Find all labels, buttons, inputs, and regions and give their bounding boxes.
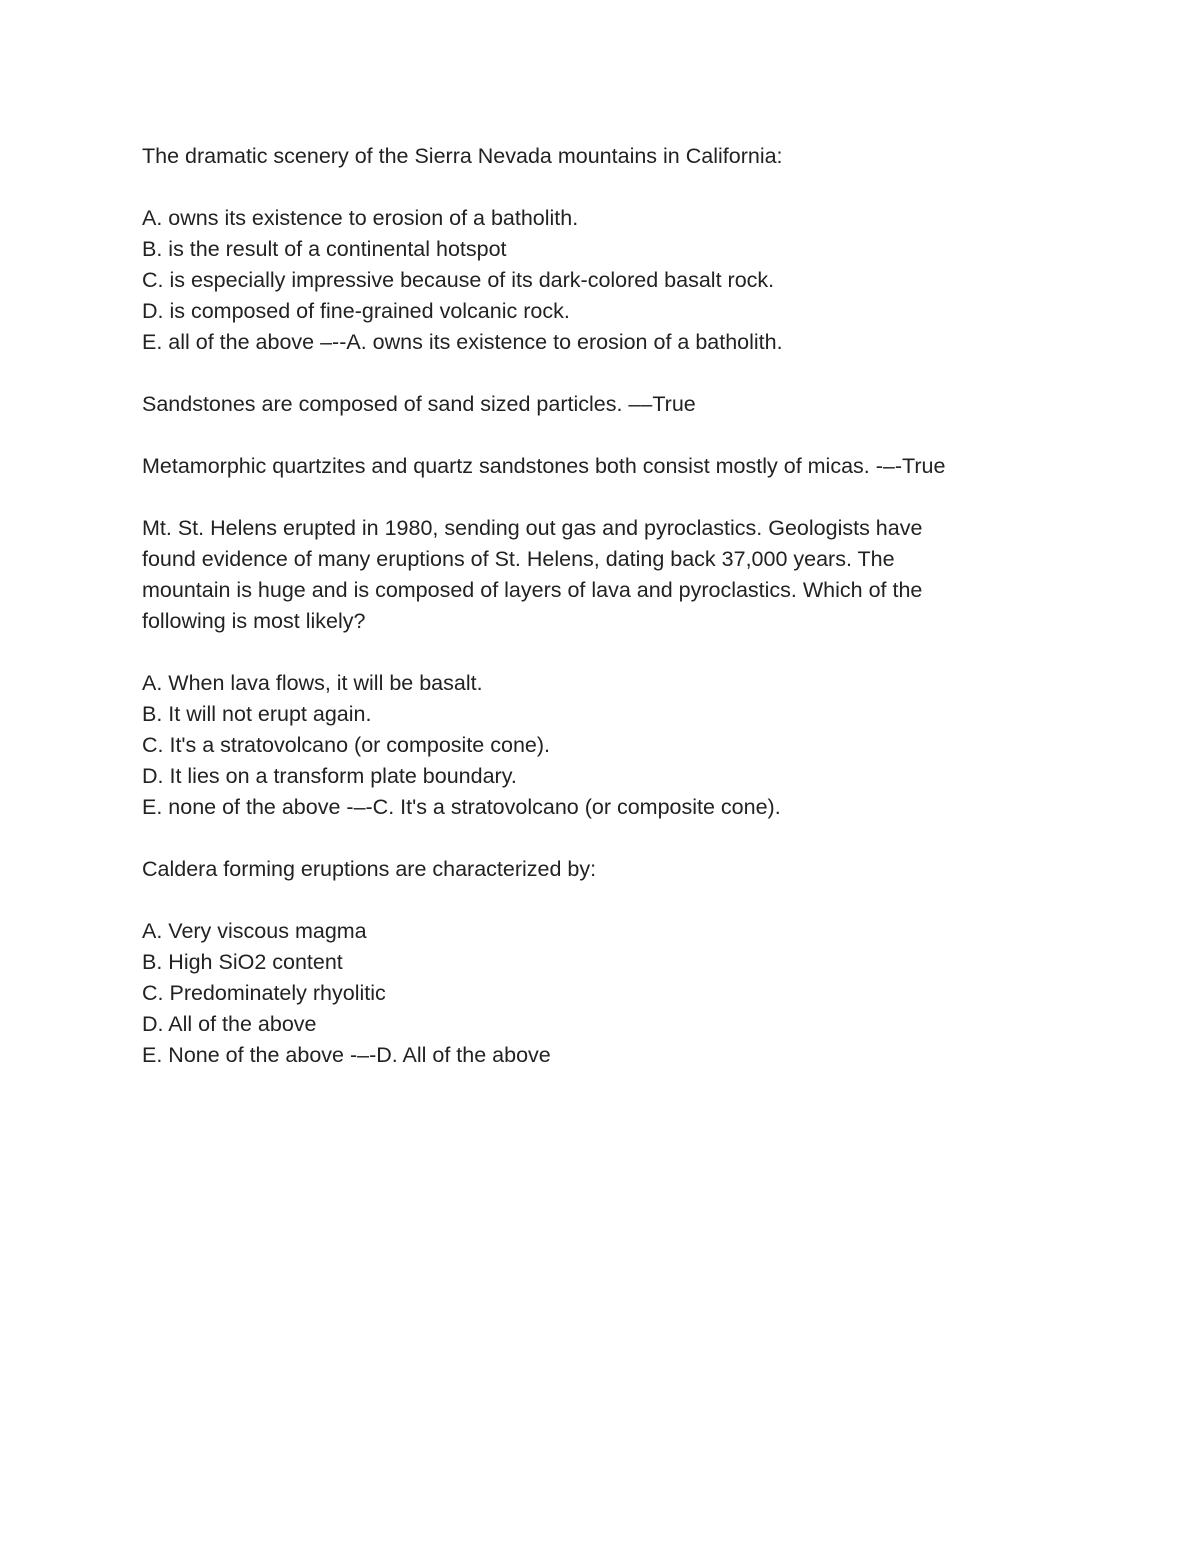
question-4-option-c: C. It's a stratovolcano (or composite cone). bbox=[142, 733, 550, 757]
spacer bbox=[142, 637, 1062, 668]
spacer bbox=[142, 358, 1062, 389]
spacer bbox=[142, 420, 1062, 451]
question-4-prompt-line-4: following is most likely? bbox=[142, 609, 366, 633]
question-4-prompt-line-1: Mt. St. Helens erupted in 1980, sending out gas and pyroclastics. Geologists have bbox=[142, 516, 923, 540]
document-body bbox=[142, 141, 1062, 1071]
spacer bbox=[142, 172, 1062, 203]
question-5-prompt: Caldera forming eruptions are characterized by: bbox=[142, 857, 597, 881]
question-5-option-d: D. All of the above bbox=[142, 1012, 317, 1036]
question-5-option-a: A. Very viscous magma bbox=[142, 919, 367, 943]
question-1-option-d: D. is composed of fine-grained volcanic rock. bbox=[142, 299, 570, 323]
question-1-option-e-answer: E. all of the above –--A. owns its existence to erosion of a batholith. bbox=[142, 330, 783, 354]
question-1-option-b: B. is the result of a continental hotspot bbox=[142, 237, 507, 261]
spacer bbox=[142, 482, 1062, 513]
question-4-option-a: A. When lava flows, it will be basalt. bbox=[142, 671, 483, 695]
question-1-option-c: C. is especially impressive because of its dark-colored basalt rock. bbox=[142, 268, 775, 292]
question-5-option-e-answer: E. None of the above -–-D. All of the above bbox=[142, 1043, 551, 1067]
question-1-prompt: The dramatic scenery of the Sierra Nevada mountains in California: bbox=[142, 144, 783, 168]
question-4-option-d: D. It lies on a transform plate boundary. bbox=[142, 764, 517, 788]
question-4-option-e-answer: E. none of the above -–-C. It's a stratovolcano (or composite cone). bbox=[142, 795, 781, 819]
question-2-statement: Sandstones are composed of sand sized particles. ––True bbox=[142, 392, 696, 416]
question-4-prompt-line-2: found evidence of many eruptions of St. Helens, dating back 37,000 years. The bbox=[142, 547, 895, 571]
question-4-option-b: B. It will not erupt again. bbox=[142, 702, 372, 726]
question-5-option-b: B. High SiO2 content bbox=[142, 950, 343, 974]
question-4-prompt-line-3: mountain is huge and is composed of layers of lava and pyroclastics. Which of the bbox=[142, 578, 923, 602]
spacer bbox=[142, 885, 1062, 916]
question-5-option-c: C. Predominately rhyolitic bbox=[142, 981, 386, 1005]
spacer bbox=[142, 823, 1062, 854]
question-1-option-a: A. owns its existence to erosion of a batholith. bbox=[142, 206, 579, 230]
question-3-statement: Metamorphic quartzites and quartz sandstones both consist mostly of micas. -–-True bbox=[142, 454, 946, 478]
